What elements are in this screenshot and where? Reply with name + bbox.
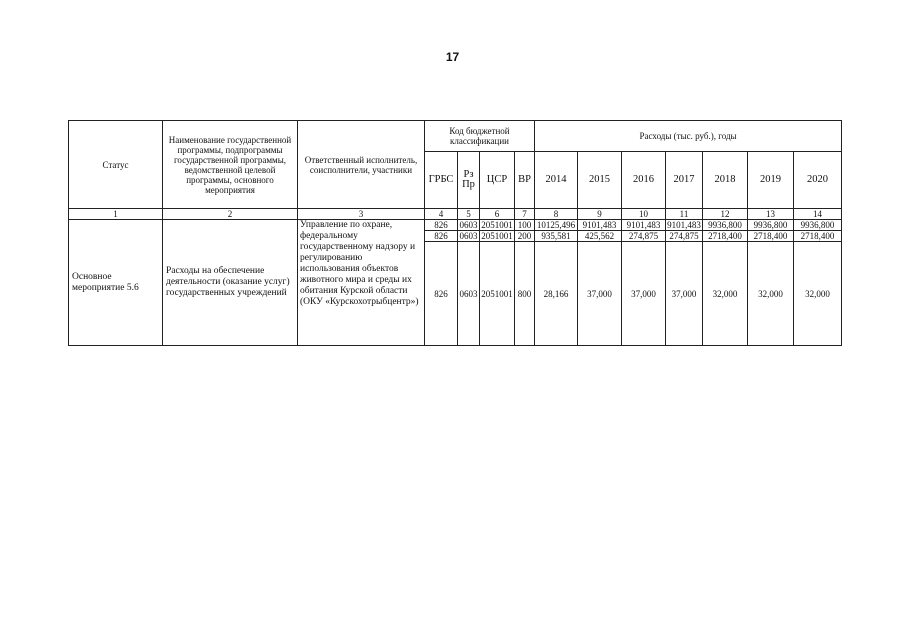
expense-cell: 9936,800 bbox=[748, 220, 794, 231]
budget-table bbox=[68, 120, 842, 346]
column-number: 5 bbox=[458, 209, 480, 220]
vr-cell: 200 bbox=[515, 231, 535, 242]
expense-cell: 2718,400 bbox=[748, 231, 794, 242]
expense-cell: 9101,483 bbox=[578, 220, 622, 231]
expense-cell: 274,875 bbox=[666, 231, 703, 242]
header-code-group: Код бюджетной классификации bbox=[425, 121, 535, 152]
expense-cell: 425,562 bbox=[578, 231, 622, 242]
expense-cell: 2718,400 bbox=[794, 231, 842, 242]
rzpr-cell: 0603 bbox=[458, 242, 480, 346]
page-number: 17 bbox=[445, 50, 460, 64]
expense-cell: 37,000 bbox=[622, 242, 666, 346]
expense-cell: 2718,400 bbox=[703, 231, 748, 242]
expense-cell: 935,581 bbox=[535, 231, 578, 242]
column-number: 12 bbox=[703, 209, 748, 220]
expense-cell: 37,000 bbox=[578, 242, 622, 346]
expense-cell: 37,000 bbox=[666, 242, 703, 346]
csr-cell: 2051001 bbox=[481, 220, 513, 230]
header-year: 2018 bbox=[703, 152, 748, 209]
vr-cell: 800 bbox=[515, 242, 535, 346]
header-executor: Ответственный исполнитель, соисполнители, участники bbox=[298, 121, 425, 209]
header-name: Наименование государственной программы, подпрограммы государственной программы, ведомственной целевой программы, основного мероприятия bbox=[163, 121, 298, 209]
header-year: 2017 bbox=[666, 152, 703, 209]
expense-cell: 28,166 bbox=[535, 242, 578, 346]
column-number: 14 bbox=[794, 209, 842, 220]
grbs-cell: 826 bbox=[425, 220, 458, 231]
expense-cell: 32,000 bbox=[794, 242, 842, 346]
expense-cell: 9936,800 bbox=[703, 220, 748, 231]
column-number: 3 bbox=[298, 209, 425, 220]
expense-cell: 32,000 bbox=[748, 242, 794, 346]
grbs-cell: 826 bbox=[425, 231, 458, 242]
header-year: 2015 bbox=[578, 152, 622, 209]
column-number: 6 bbox=[480, 209, 515, 220]
column-number: 9 bbox=[578, 209, 622, 220]
expense-cell: 9101,483 bbox=[667, 220, 701, 230]
csr-cell: 2051001 bbox=[481, 231, 513, 241]
header-year: 2016 bbox=[622, 152, 666, 209]
header-rz: Рз bbox=[463, 169, 474, 180]
header-rzpr bbox=[458, 152, 480, 209]
column-number: 13 bbox=[748, 209, 794, 220]
header-grbs: ГРБС bbox=[425, 152, 458, 209]
column-number-row bbox=[69, 209, 842, 220]
column-number: 1 bbox=[69, 209, 163, 220]
executor-cell: Управление по охране, федеральному государственному надзору и регулированию использования объектов животного мира и среды их обитания Курской области (ОКУ «Курскохотрыбцентр») bbox=[298, 220, 425, 346]
expense-cell: 10125,496 bbox=[535, 220, 578, 231]
column-number: 7 bbox=[515, 209, 535, 220]
activity-name-cell: Расходы на обеспечение деятельности (оказание услуг) государственных учреждений bbox=[163, 220, 298, 346]
header-vr: ВР bbox=[515, 152, 535, 209]
header-status: Статус bbox=[69, 121, 163, 209]
header-pr: Пр bbox=[462, 179, 475, 190]
expense-cell: 32,000 bbox=[703, 242, 748, 346]
rzpr-cell: 0603 bbox=[459, 231, 478, 241]
table-row bbox=[69, 220, 842, 231]
header-year: 2020 bbox=[794, 152, 842, 209]
header-year: 2019 bbox=[748, 152, 794, 209]
header-expenses-group: Расходы (тыс. руб.), годы bbox=[535, 121, 842, 152]
rzpr-cell: 0603 bbox=[459, 220, 478, 230]
expense-cell: 9101,483 bbox=[622, 220, 666, 231]
expense-cell: 9936,800 bbox=[794, 220, 842, 231]
header-year: 2014 bbox=[535, 152, 578, 209]
column-number: 4 bbox=[425, 209, 458, 220]
header-csr: ЦСР bbox=[480, 152, 515, 209]
column-number: 11 bbox=[666, 209, 703, 220]
grbs-cell: 826 bbox=[425, 242, 458, 346]
header-row-1 bbox=[69, 121, 842, 152]
vr-cell: 100 bbox=[515, 220, 535, 231]
column-number: 10 bbox=[622, 209, 666, 220]
column-number: 2 bbox=[163, 209, 298, 220]
expense-cell: 274,875 bbox=[622, 231, 666, 242]
csr-cell: 2051001 bbox=[480, 242, 515, 346]
column-number: 8 bbox=[535, 209, 578, 220]
status-cell: Основное мероприятие 5.6 bbox=[69, 220, 163, 346]
